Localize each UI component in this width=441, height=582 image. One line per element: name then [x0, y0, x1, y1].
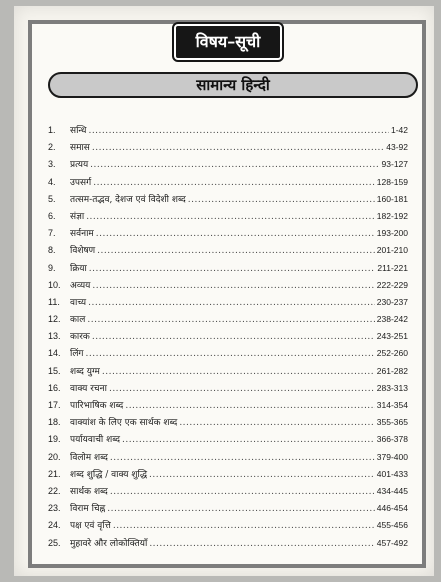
- toc-topic: संज्ञा: [70, 211, 85, 222]
- toc-number: 14.: [48, 348, 61, 359]
- toc-number: 18.: [48, 417, 61, 428]
- page-title: विषय–सूची: [174, 24, 282, 60]
- toc-row: [48, 500, 408, 517]
- toc-row: [48, 174, 408, 191]
- toc-page-range: 446-454: [376, 503, 408, 514]
- toc-row: [48, 122, 408, 139]
- toc-number: 5.: [48, 193, 56, 204]
- toc-page-range: 230-237: [376, 296, 408, 307]
- toc-leader-dots: [86, 209, 375, 226]
- toc-topic: सन्धि: [70, 126, 87, 136]
- toc-row: [48, 466, 408, 483]
- toc-row: [48, 294, 408, 311]
- toc-row: [48, 191, 408, 208]
- toc-row: [48, 345, 408, 362]
- toc-leader-dots: [109, 381, 375, 398]
- toc-leader-dots: [89, 261, 376, 278]
- toc-topic: काल: [70, 315, 86, 326]
- toc-leader-dots: [92, 329, 375, 346]
- toc-row: [48, 397, 408, 414]
- toc-topic: कारक: [70, 332, 90, 343]
- toc-leader-dots: [93, 175, 375, 192]
- toc-number: 1.: [48, 125, 56, 135]
- toc-leader-dots: [90, 157, 379, 174]
- toc-number: 9.: [48, 262, 56, 273]
- toc-leader-dots: [92, 140, 384, 157]
- toc-row: [48, 363, 408, 380]
- toc-page-range: 238-242: [376, 314, 408, 325]
- toc-page-range: 243-251: [376, 331, 408, 342]
- toc-topic: मुहावरे और लोकोक्तियाँ: [70, 538, 148, 549]
- toc-topic: क्रिया: [70, 263, 87, 274]
- toc-row: [48, 380, 408, 397]
- toc-number: 8.: [48, 245, 56, 256]
- toc-number: 15.: [48, 365, 61, 376]
- toc-number: 24.: [48, 520, 61, 531]
- toc-leader-dots: [107, 501, 375, 518]
- toc-row: [48, 517, 408, 534]
- toc-row: [48, 260, 408, 277]
- toc-row: [48, 431, 408, 448]
- toc-topic: लिंग: [70, 349, 84, 360]
- toc-page-range: 366-378: [376, 434, 408, 445]
- book-page: [14, 6, 434, 576]
- toc-number: 22.: [48, 485, 61, 496]
- toc-page-range: 93-127: [381, 159, 408, 170]
- toc-number: 2.: [48, 142, 56, 153]
- toc-leader-dots: [125, 398, 374, 415]
- toc-topic: विशेषण: [70, 246, 96, 257]
- toc-row: [48, 311, 408, 328]
- toc-number: 25.: [48, 537, 61, 548]
- toc-leader-dots: [149, 536, 374, 553]
- toc-number: 23.: [48, 503, 61, 514]
- toc-leader-dots: [110, 450, 375, 467]
- toc-topic: पर्यायवाची शब्द: [70, 435, 121, 446]
- toc-row: [48, 483, 408, 500]
- toc-number: 21.: [48, 468, 61, 479]
- toc-number: 4.: [48, 176, 56, 187]
- toc-leader-dots: [179, 415, 374, 432]
- toc-page-range: 43-92: [386, 142, 408, 153]
- toc-topic: वाक्य रचना: [70, 383, 107, 394]
- toc-topic: उपसर्ग: [70, 177, 92, 188]
- toc-topic: समास: [70, 143, 90, 154]
- toc-number: 13.: [48, 331, 61, 342]
- toc-row: [48, 156, 408, 173]
- toc-number: 16.: [48, 382, 61, 393]
- toc-page-range: 201-210: [376, 245, 408, 256]
- toc-page-range: 379-400: [376, 451, 408, 462]
- toc-number: 19.: [48, 434, 61, 445]
- toc-leader-dots: [88, 123, 389, 140]
- toc-leader-dots: [188, 192, 375, 209]
- toc-page-range: 128-159: [376, 176, 408, 187]
- toc-row: [48, 208, 408, 225]
- toc-number: 11.: [48, 296, 60, 307]
- toc-leader-dots: [149, 467, 375, 484]
- toc-topic: प्रत्यय: [70, 160, 89, 171]
- toc-row: [48, 242, 408, 259]
- toc-row: [48, 449, 408, 466]
- toc-leader-dots: [110, 484, 375, 501]
- toc-page-range: 1-42: [390, 125, 408, 135]
- toc-leader-dots: [87, 312, 374, 329]
- toc-row: [48, 139, 408, 156]
- toc-page-range: 252-260: [376, 348, 408, 359]
- toc-row: [48, 277, 408, 294]
- toc-topic: सार्थक शब्द: [70, 486, 108, 497]
- toc-topic: विराम चिह्न: [70, 504, 106, 515]
- toc-leader-dots: [97, 243, 375, 260]
- toc-leader-dots: [96, 226, 375, 243]
- toc-number: 12.: [48, 314, 61, 325]
- toc-page-range: 401-433: [376, 468, 408, 479]
- toc-number: 7.: [48, 228, 56, 239]
- table-of-contents: [48, 122, 408, 552]
- toc-number: 17.: [48, 400, 61, 410]
- toc-leader-dots: [102, 364, 375, 381]
- toc-topic: तत्सम-तद्भव, देशज एवं विदेशी शब्द: [70, 194, 186, 205]
- toc-leader-dots: [92, 278, 374, 295]
- toc-leader-dots: [113, 518, 375, 535]
- toc-leader-dots: [122, 432, 375, 449]
- toc-topic: पारिभाषिक शब्द: [70, 401, 124, 411]
- toc-page-range: 193-200: [376, 228, 408, 239]
- toc-page-range: 434-445: [376, 485, 408, 496]
- toc-page-range: 283-313: [376, 382, 408, 393]
- toc-topic: विलोम शब्द: [70, 452, 108, 463]
- toc-page-range: 222-229: [376, 279, 408, 290]
- toc-topic: सर्वनाम: [70, 229, 94, 240]
- toc-page-range: 261-282: [376, 365, 408, 376]
- toc-number: 3.: [48, 159, 56, 170]
- toc-row: [48, 328, 408, 345]
- toc-leader-dots: [86, 346, 375, 363]
- toc-row: [48, 414, 408, 431]
- toc-topic: शब्द शुद्धि / वाक्य शुद्धि: [70, 469, 148, 480]
- toc-page-range: 314-354: [376, 400, 408, 410]
- toc-topic: पक्ष एवं वृत्ति: [70, 521, 111, 532]
- toc-topic: वाक्यांश के लिए एक सार्थक शब्द: [70, 418, 178, 429]
- toc-number: 6.: [48, 210, 56, 221]
- toc-topic: अव्यय: [70, 280, 91, 291]
- toc-topic: वाच्य: [70, 297, 87, 308]
- toc-page-range: 455-456: [376, 520, 408, 531]
- toc-page-range: 457-492: [376, 537, 408, 548]
- toc-row: [48, 225, 408, 242]
- toc-page-range: 182-192: [376, 210, 408, 221]
- toc-number: 20.: [48, 451, 61, 462]
- toc-page-range: 355-365: [376, 417, 408, 428]
- toc-topic: शब्द युग्म: [70, 366, 100, 377]
- toc-number: 10.: [48, 279, 61, 290]
- toc-page-range: 211-221: [377, 262, 408, 273]
- toc-leader-dots: [88, 295, 375, 312]
- toc-row: [48, 535, 408, 552]
- toc-page-range: 160-181: [376, 193, 408, 204]
- section-heading: सामान्य हिन्दी: [48, 72, 418, 98]
